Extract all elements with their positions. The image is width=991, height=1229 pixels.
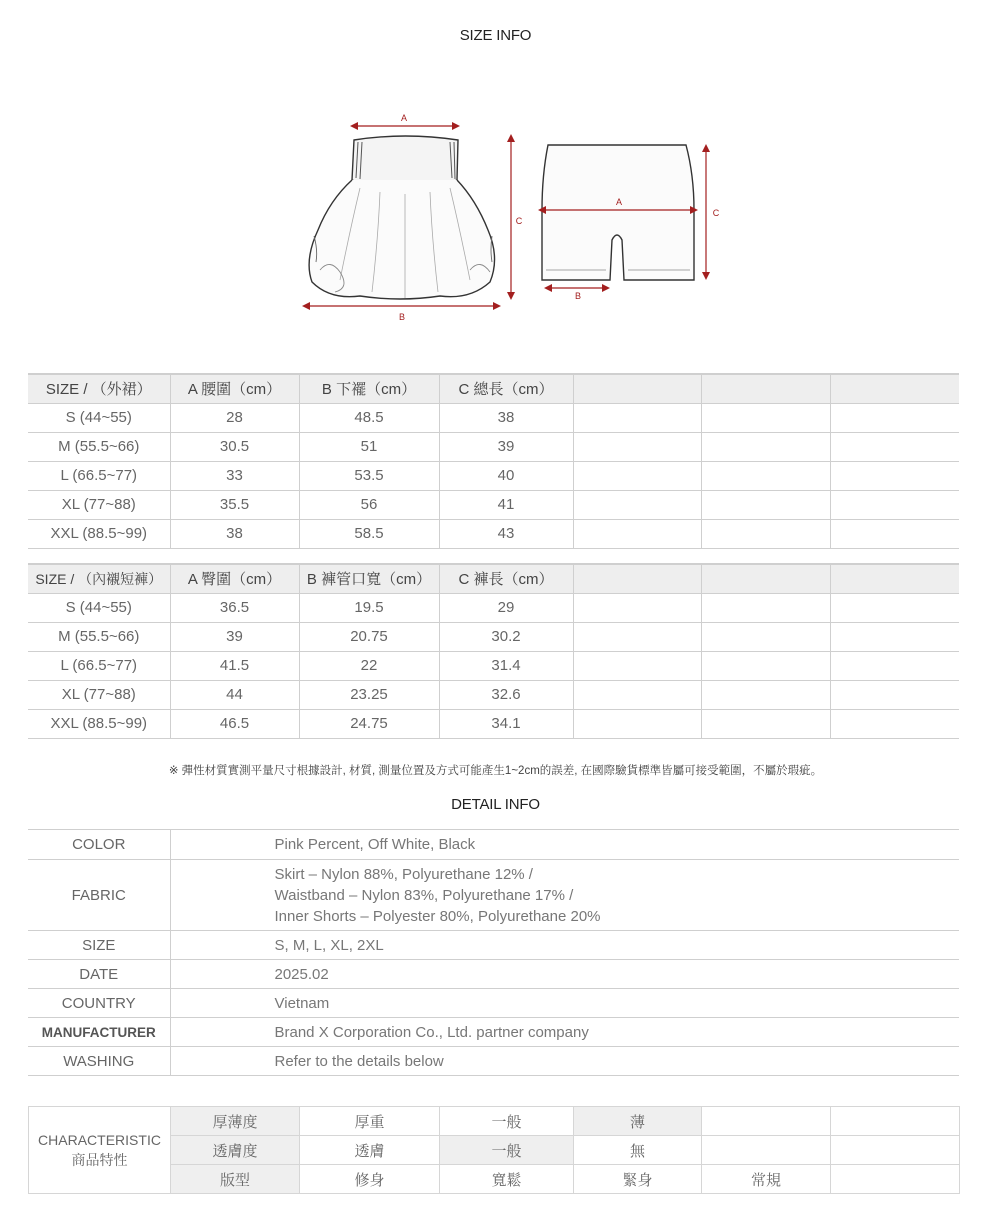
table-cell: 39 [170, 622, 299, 651]
table-cell: 19.5 [299, 593, 439, 622]
table-cell [701, 432, 830, 461]
measurement-note: ※ 彈性材質實測平量尺寸根據設計, 材質, 測量位置及方式可能產生1~2cm的誤差, 在國際驗貨標準皆屬可接受範圍，不屬於瑕疵。 [168, 765, 823, 777]
table-row [28, 490, 959, 519]
table-cell [573, 519, 701, 548]
shorts-label-a: A [615, 197, 623, 207]
table-cell [830, 709, 959, 738]
characteristic-option: 無 [574, 1136, 702, 1165]
table-cell: XL (77~88) [28, 680, 170, 709]
detail-label: FABRIC [28, 860, 170, 931]
detail-label: COLOR [28, 830, 170, 860]
table-cell: XL (77~88) [28, 490, 170, 519]
characteristic-option [831, 1107, 960, 1136]
table-cell: XXL (88.5~99) [28, 519, 170, 548]
table-header-cell: A 臀圍（cm） [170, 564, 299, 593]
characteristic-label-zh: 商品特性 [71, 1152, 128, 1168]
characteristic-label [29, 1107, 171, 1194]
table-cell [830, 680, 959, 709]
characteristic-label-en: CHARACTERISTIC [38, 1132, 161, 1148]
table-cell: S (44~55) [28, 403, 170, 432]
table-header-cell: C 總長（cm） [439, 374, 573, 403]
skirt-label-b: B [398, 312, 406, 322]
table-header-row [28, 564, 959, 593]
table-row [28, 709, 959, 738]
table-cell: 30.5 [170, 432, 299, 461]
table-row [28, 403, 959, 432]
detail-row-size [28, 931, 959, 960]
table-cell: 24.75 [299, 709, 439, 738]
table-cell: 22 [299, 651, 439, 680]
table-cell: 35.5 [170, 490, 299, 519]
table-cell: 31.4 [439, 651, 573, 680]
fabric-line: Skirt – Nylon 88%, Polyurethane 12% / [274, 865, 533, 883]
characteristic-name: 版型 [171, 1165, 300, 1194]
detail-row-country [28, 989, 959, 1018]
table-cell: XXL (88.5~99) [28, 709, 170, 738]
table-cell: M (55.5~66) [28, 622, 170, 651]
table-cell [701, 709, 830, 738]
table-cell [830, 651, 959, 680]
table-cell: 29 [439, 593, 573, 622]
table-cell: 58.5 [299, 519, 439, 548]
table-cell: 30.2 [439, 622, 573, 651]
table-cell [830, 622, 959, 651]
table-cell [573, 461, 701, 490]
table-cell [830, 519, 959, 548]
characteristic-option: 緊身 [574, 1165, 702, 1194]
shorts-label-c: C [712, 208, 720, 218]
table-cell: 36.5 [170, 593, 299, 622]
table-header-cell [573, 374, 701, 403]
table-cell [701, 403, 830, 432]
table-cell: 43 [439, 519, 573, 548]
detail-row-washing [28, 1047, 959, 1076]
table-cell: 32.6 [439, 680, 573, 709]
shorts-label-b: B [574, 291, 582, 301]
table-cell [573, 403, 701, 432]
table-cell: 51 [299, 432, 439, 461]
table-cell: 28 [170, 403, 299, 432]
table-cell [573, 651, 701, 680]
skirt-label-a: A [400, 113, 408, 123]
detail-label: DATE [28, 960, 170, 989]
table-header-cell [701, 374, 830, 403]
detail-value: S, M, L, XL, 2XL [170, 931, 959, 960]
table-cell [573, 490, 701, 519]
table-cell: 38 [170, 519, 299, 548]
detail-row-fabric [28, 860, 959, 931]
table-cell [830, 490, 959, 519]
characteristic-option [831, 1165, 960, 1194]
table-cell: 33 [170, 461, 299, 490]
table-row [28, 651, 959, 680]
fabric-line: Waistband – Nylon 83%, Polyurethane 17% / [274, 886, 574, 904]
table-cell: L (66.5~77) [28, 461, 170, 490]
table-cell [701, 593, 830, 622]
characteristic-name: 透膚度 [171, 1136, 300, 1165]
skirt-size-table [28, 373, 959, 549]
table-cell: 39 [439, 432, 573, 461]
table-header-cell [830, 374, 959, 403]
table-cell: 41 [439, 490, 573, 519]
size-info-title: SIZE INFO [459, 27, 532, 44]
table-cell: 44 [170, 680, 299, 709]
detail-value: 2025.02 [170, 960, 959, 989]
table-row [28, 432, 959, 461]
table-cell [701, 490, 830, 519]
table-row [28, 461, 959, 490]
table-cell [573, 593, 701, 622]
table-cell: S (44~55) [28, 593, 170, 622]
characteristic-name: 厚薄度 [171, 1107, 300, 1136]
table-cell [573, 680, 701, 709]
table-cell [830, 461, 959, 490]
detail-row-date [28, 960, 959, 989]
table-cell: 38 [439, 403, 573, 432]
characteristic-option: 薄 [574, 1107, 702, 1136]
table-header-cell: B 褲管口寬（cm） [299, 564, 439, 593]
characteristic-option: 寬鬆 [440, 1165, 574, 1194]
table-cell [830, 403, 959, 432]
table-cell: 53.5 [299, 461, 439, 490]
detail-label: MANUFACTURER [28, 1018, 170, 1047]
characteristic-option [831, 1136, 960, 1165]
table-cell [701, 680, 830, 709]
table-header-cell: A 腰圍（cm） [170, 374, 299, 403]
detail-value: Refer to the details below [170, 1047, 959, 1076]
table-header-cell [830, 564, 959, 593]
table-cell: 34.1 [439, 709, 573, 738]
characteristic-option: 常規 [702, 1165, 831, 1194]
table-header-cell: B 下襬（cm） [299, 374, 439, 403]
detail-table [28, 829, 959, 1076]
table-cell: 46.5 [170, 709, 299, 738]
table-cell: 40 [439, 461, 573, 490]
detail-label: WASHING [28, 1047, 170, 1076]
detail-info-title: DETAIL INFO [451, 796, 540, 813]
characteristic-option: 透膚 [300, 1136, 440, 1165]
characteristic-option: 一般 [440, 1136, 574, 1165]
table-cell [701, 651, 830, 680]
characteristic-table [28, 1106, 960, 1194]
characteristic-option [702, 1136, 831, 1165]
detail-value: Brand X Corporation Co., Ltd. partner company [170, 1018, 959, 1047]
table-row [28, 622, 959, 651]
table-header-cell: SIZE / （外裙） [28, 374, 170, 403]
characteristic-option: 一般 [440, 1107, 574, 1136]
shorts-drawing [542, 145, 694, 280]
detail-row-color [28, 830, 959, 860]
table-header-row [28, 374, 959, 403]
table-cell: L (66.5~77) [28, 651, 170, 680]
table-cell: 20.75 [299, 622, 439, 651]
table-cell [830, 432, 959, 461]
skirt-drawing [309, 136, 494, 299]
detail-row-manufacturer [28, 1018, 959, 1047]
table-row [28, 680, 959, 709]
detail-label: SIZE [28, 931, 170, 960]
characteristic-option [702, 1107, 831, 1136]
shorts-size-table [28, 563, 959, 739]
detail-value [170, 860, 959, 931]
detail-label: COUNTRY [28, 989, 170, 1018]
detail-value: Vietnam [170, 989, 959, 1018]
table-cell [573, 709, 701, 738]
table-cell [573, 622, 701, 651]
table-header-cell: C 褲長（cm） [439, 564, 573, 593]
table-row [28, 593, 959, 622]
table-cell: 48.5 [299, 403, 439, 432]
detail-value: Pink Percent, Off White, Black [170, 830, 959, 860]
characteristic-row [29, 1107, 960, 1136]
table-row [28, 519, 959, 548]
table-cell [701, 622, 830, 651]
table-cell: M (55.5~66) [28, 432, 170, 461]
characteristic-option: 修身 [300, 1165, 440, 1194]
table-cell [701, 519, 830, 548]
table-cell: 56 [299, 490, 439, 519]
characteristic-option: 厚重 [300, 1107, 440, 1136]
table-cell: 23.25 [299, 680, 439, 709]
table-header-cell [701, 564, 830, 593]
table-cell: 41.5 [170, 651, 299, 680]
table-header-cell: SIZE / （內襯短褲） [28, 564, 170, 593]
skirt-label-c: C [515, 216, 523, 226]
table-cell [830, 593, 959, 622]
table-header-cell [573, 564, 701, 593]
size-diagram [0, 0, 991, 340]
table-cell [701, 461, 830, 490]
fabric-line: Inner Shorts – Polyester 80%, Polyurethane 20% [274, 907, 601, 925]
table-cell [573, 432, 701, 461]
